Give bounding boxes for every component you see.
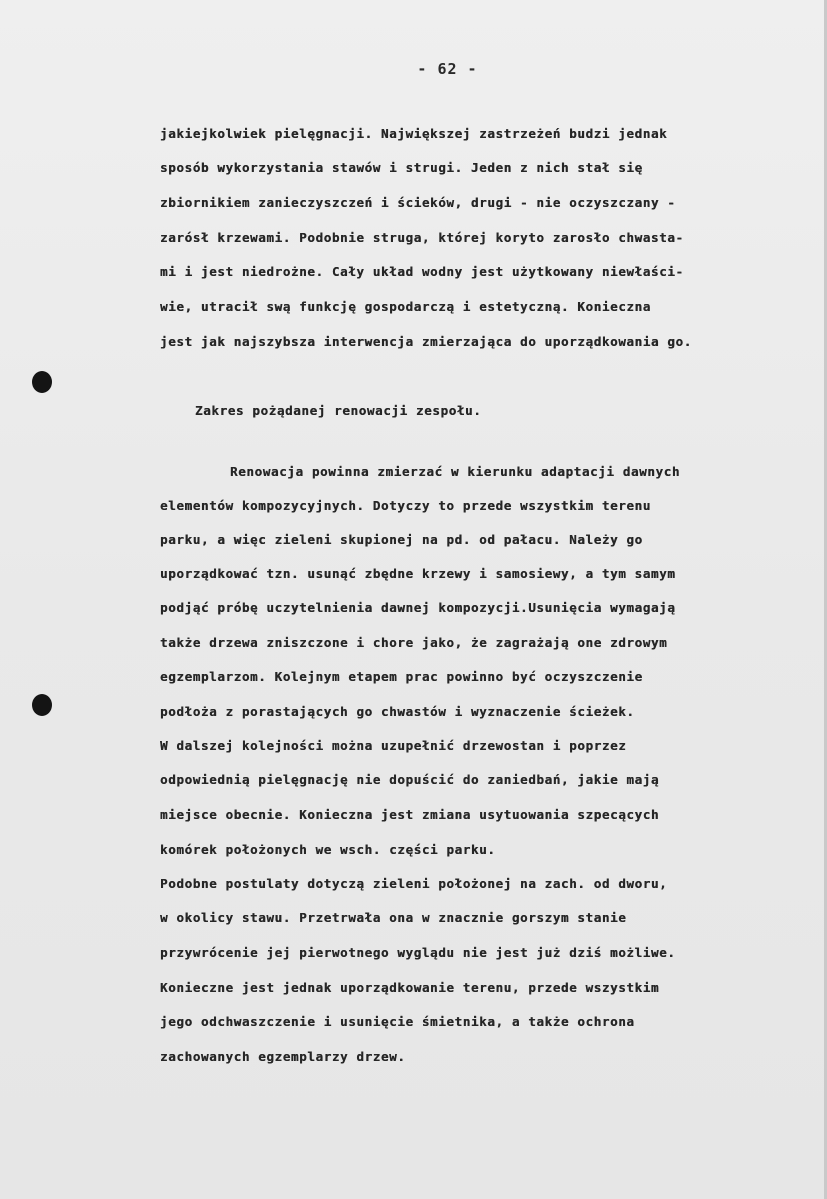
- text-line-19: komórek położonych we wsch. części parku.: [160, 842, 496, 857]
- text-line-9: elementów kompozycyjnych. Dotyczy to przede wszystkim terenu: [160, 498, 651, 513]
- text-line-10: parku, a więc zieleni skupionej na pd. od pałacu. Należy go: [160, 532, 643, 547]
- text-line-3: zbiornikiem zanieczyszczeń i ścieków, drugi - nie oczyszczany -: [160, 195, 676, 210]
- text-line-21: w okolicy stawu. Przetrwała ona w znacznie gorszym stanie: [160, 910, 627, 925]
- text-line-16: W dalszej kolejności można uzupełnić drzewostan i poprzez: [160, 738, 627, 753]
- text-line-20: Podobne postulaty dotyczą zieleni położonej na zach. od dworu,: [160, 876, 668, 891]
- text-line-4: zarósł krzewami. Podobnie struga, której koryto zarosło chwasta-: [160, 230, 684, 245]
- text-line-18: miejsce obecnie. Konieczna jest zmiana usytuowania szpecących: [160, 807, 660, 822]
- text-line-22: przywrócenie jej pierwotnego wyglądu nie jest już dziś możliwe.: [160, 945, 676, 960]
- text-line-11: uporządkować tzn. usunąć zbędne krzewy i samosiewy, a tym samym: [160, 566, 676, 581]
- page-number: - 62 -: [417, 60, 478, 78]
- punch-hole-lower: [32, 694, 52, 716]
- text-line-6: wie, utracił swą funkcję gospodarczą i estetyczną. Konieczna: [160, 299, 651, 314]
- text-line-8: Renowacja powinna zmierzać w kierunku adaptacji dawnych: [230, 464, 681, 479]
- text-line-17: odpowiednią pielęgnację nie dopuścić do zaniedbań, jakie mają: [160, 772, 660, 787]
- text-line-2: sposób wykorzystania stawów i strugi. Jeden z nich stał się: [160, 160, 643, 175]
- text-line-1: jakiejkolwiek pielęgnacji. Największej zastrzeżeń budzi jednak: [160, 126, 668, 141]
- text-line-14: egzemplarzom. Kolejnym etapem prac powinno być oczyszczenie: [160, 669, 643, 684]
- text-line-24: jego odchwaszczenie i usunięcie śmietnika, a także ochrona: [160, 1014, 635, 1029]
- text-line-13: także drzewa zniszczone i chore jako, że zagrażają one zdrowym: [160, 635, 668, 650]
- text-line-25: zachowanych egzemplarzy drzew.: [160, 1049, 406, 1064]
- text-line-12: podjąć próbę uczytelnienia dawnej kompozycji.Usunięcia wymagają: [160, 600, 676, 615]
- text-line-23: Konieczne jest jednak uporządkowanie terenu, przede wszystkim: [160, 980, 660, 995]
- punch-hole-upper: [32, 371, 52, 393]
- text-line-15: podłoża z porastających go chwastów i wyznaczenie ścieżek.: [160, 704, 635, 719]
- section-heading: Zakres pożądanej renowacji zespołu.: [195, 403, 482, 418]
- text-line-7: jest jak najszybsza interwencja zmierzająca do uporządkowania go.: [160, 334, 692, 349]
- text-line-5: mi i jest niedrożne. Cały układ wodny jest użytkowany niewłaści-: [160, 264, 684, 279]
